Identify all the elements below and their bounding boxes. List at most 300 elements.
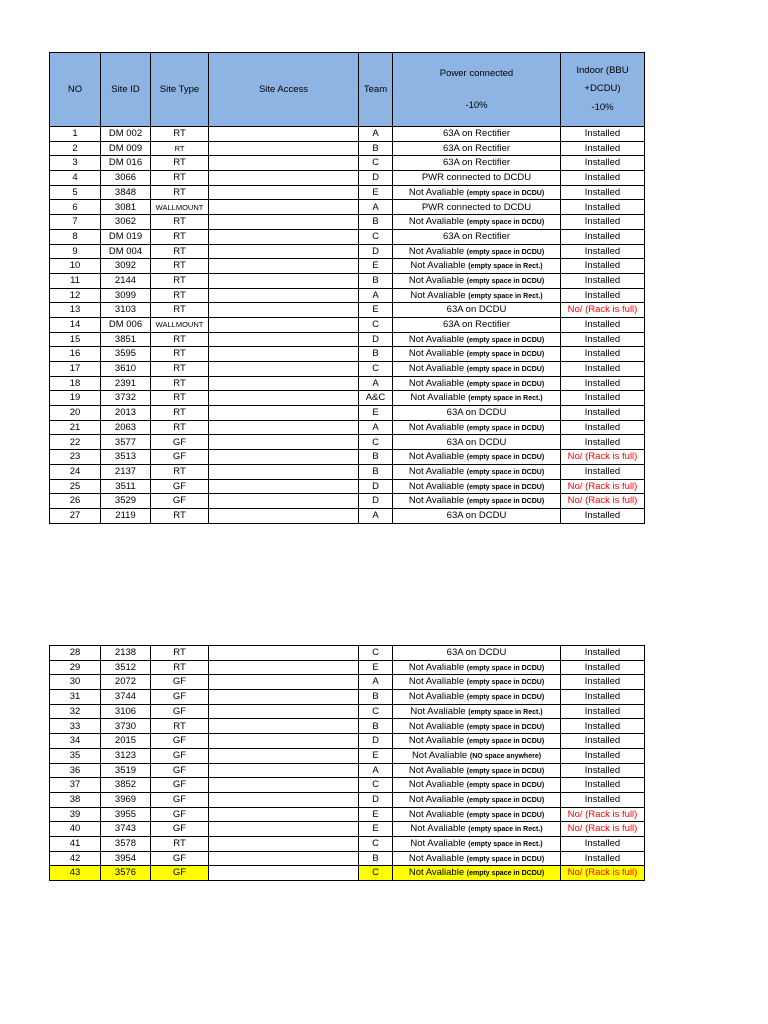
power-status: 63A on Rectifier [442,157,511,169]
table-row [50,690,645,705]
cell-no: 38 [50,792,101,807]
cell-site-type: RT [151,171,209,186]
power-status: 63A on DCDU [446,509,507,521]
cell-team: D [359,479,393,494]
cell-team: D [359,494,393,509]
header-site-type: Site Type [151,53,209,127]
power-note: (empty space in DCDU) [466,483,545,491]
cell-site-access [209,675,359,690]
table-row [50,200,645,215]
cell-indoor: Installed [561,690,645,705]
table-row [50,822,645,837]
cell-site-id: DM 004 [101,244,151,259]
cell-no: 31 [50,690,101,705]
cell-team: D [359,332,393,347]
cell-site-id: 3577 [101,435,151,450]
power-status: Not Avaliable [408,274,467,286]
cell-site-id: 2137 [101,464,151,479]
cell-site-id: 3578 [101,836,151,851]
cell-power [393,406,561,421]
power-note: (empty space in DCDU) [466,219,545,227]
table-row [50,508,645,523]
power-status: Not Avaliable [408,348,467,360]
cell-indoor: Installed [561,288,645,303]
cell-site-id: 3519 [101,763,151,778]
cell-site-type: RT [151,303,209,318]
cell-site-access [209,748,359,763]
cell-no: 10 [50,259,101,274]
cell-indoor: Installed [561,464,645,479]
power-note: (empty space in DCDU) [466,468,545,476]
cell-site-id: 3511 [101,479,151,494]
power-status: Not Avaliable [410,260,469,272]
power-note: (empty space in DCDU) [466,855,545,863]
cell-no: 13 [50,303,101,318]
cell-site-type: WALLMOUNT [151,317,209,332]
cell-indoor: Installed [561,763,645,778]
cell-team: C [359,836,393,851]
cell-indoor: Installed [561,704,645,719]
cell-team: A [359,127,393,142]
cell-site-type: GF [151,479,209,494]
cell-site-type: RT [151,719,209,734]
cell-site-id: 2119 [101,508,151,523]
power-status: PWR connected to DCDU [421,172,532,184]
cell-team: C [359,229,393,244]
cell-no: 36 [50,763,101,778]
cell-site-type: RT [151,229,209,244]
power-status: Not Avaliable [408,495,467,507]
cell-site-id: 3123 [101,748,151,763]
cell-indoor: No/ (Rack is full) [561,822,645,837]
cell-site-type: GF [151,690,209,705]
power-status: Not Avaliable [408,808,467,820]
table-row [50,273,645,288]
table-row [50,127,645,142]
cell-site-type: GF [151,704,209,719]
cell-no: 32 [50,704,101,719]
power-status: Not Avaliable [408,216,467,228]
cell-team: B [359,273,393,288]
cell-indoor: Installed [561,273,645,288]
cell-site-access [209,347,359,362]
cell-no: 8 [50,229,101,244]
cell-site-id: 2391 [101,376,151,391]
cell-indoor: Installed [561,200,645,215]
cell-no: 21 [50,420,101,435]
cell-no: 41 [50,836,101,851]
table-row [50,660,645,675]
header-site-id: Site ID [101,53,151,127]
cell-team: D [359,244,393,259]
cell-site-id: 3066 [101,171,151,186]
cell-team: B [359,347,393,362]
table-row [50,185,645,200]
cell-site-access [209,141,359,156]
cell-no: 1 [50,127,101,142]
power-status: Not Avaliable [408,363,467,375]
cell-no: 43 [50,866,101,881]
cell-power [393,464,561,479]
cell-site-access [209,332,359,347]
cell-site-access [209,464,359,479]
cell-site-type: GF [151,807,209,822]
cell-site-type: RT [151,141,209,156]
site-table-top [49,52,645,524]
cell-site-id: 3851 [101,332,151,347]
table-row [50,332,645,347]
cell-site-id: DM 002 [101,127,151,142]
cell-site-access [209,406,359,421]
header-power-label: Power connected [439,68,514,79]
cell-site-access [209,200,359,215]
cell-site-id: 3743 [101,822,151,837]
power-note: (empty space in DCDU) [466,351,545,359]
cell-indoor: Installed [561,734,645,749]
cell-site-access [209,704,359,719]
cell-site-access [209,763,359,778]
table-row [50,406,645,421]
cell-site-type: RT [151,836,209,851]
cell-team: A [359,376,393,391]
cell-team: B [359,141,393,156]
power-note: (empty space in Rect.) [468,263,543,271]
cell-indoor: Installed [561,347,645,362]
cell-site-access [209,660,359,675]
cell-indoor: No/ (Rack is full) [561,494,645,509]
cell-site-id: 3744 [101,690,151,705]
cell-power [393,822,561,837]
cell-power [393,229,561,244]
table-row [50,494,645,509]
cell-team: B [359,464,393,479]
cell-no: 19 [50,391,101,406]
cell-team: E [359,406,393,421]
cell-no: 7 [50,215,101,230]
cell-power [393,836,561,851]
cell-team: C [359,362,393,377]
power-status: Not Avaliable [410,392,469,404]
cell-no: 17 [50,362,101,377]
cell-indoor: Installed [561,141,645,156]
power-note: (empty space in DCDU) [466,277,545,285]
cell-site-type: RT [151,347,209,362]
cell-site-id: 3954 [101,851,151,866]
cell-site-type: RT [151,288,209,303]
cell-team: D [359,792,393,807]
cell-site-access [209,244,359,259]
cell-power [393,185,561,200]
cell-site-type: RT [151,362,209,377]
table-row [50,836,645,851]
cell-power [393,494,561,509]
power-status: Not Avaliable [410,289,469,301]
table-row [50,734,645,749]
cell-no: 6 [50,200,101,215]
table-row [50,778,645,793]
cell-indoor: Installed [561,851,645,866]
cell-site-access [209,836,359,851]
power-status: Not Avaliable [408,661,467,673]
cell-indoor: Installed [561,317,645,332]
cell-no: 42 [50,851,101,866]
power-note: (empty space in DCDU) [466,454,545,462]
cell-power [393,450,561,465]
cell-site-type: WALLMOUNT [151,200,209,215]
cell-team: C [359,156,393,171]
cell-site-id: 3595 [101,347,151,362]
power-note: (empty space in DCDU) [466,811,545,819]
cell-indoor: Installed [561,171,645,186]
cell-site-id: DM 019 [101,229,151,244]
cell-power [393,244,561,259]
table-row [50,376,645,391]
power-status: Not Avaliable [408,676,467,688]
cell-site-type: GF [151,748,209,763]
table-row [50,303,645,318]
cell-site-id: DM 016 [101,156,151,171]
table-row [50,229,645,244]
header-indoor-label: Indoor (BBU +DCDU) [576,65,629,95]
power-note: (empty space in DCDU) [466,366,545,374]
power-status: PWR connected to DCDU [421,201,532,213]
cell-indoor: No/ (Rack is full) [561,866,645,881]
cell-indoor: Installed [561,229,645,244]
cell-power [393,391,561,406]
cell-power [393,332,561,347]
cell-power [393,288,561,303]
cell-power [393,851,561,866]
cell-indoor: Installed [561,778,645,793]
table-row [50,141,645,156]
cell-site-type: GF [151,734,209,749]
cell-indoor: Installed [561,185,645,200]
cell-team: E [359,660,393,675]
table-row [50,807,645,822]
power-status: Not Avaliable [408,465,467,477]
power-status: 63A on Rectifier [442,142,511,154]
cell-site-type: RT [151,420,209,435]
cell-team: E [359,303,393,318]
cell-team: C [359,646,393,661]
cell-no: 5 [50,185,101,200]
cell-site-type: RT [151,464,209,479]
cell-no: 27 [50,508,101,523]
table-body-bottom [50,646,645,881]
cell-site-id: 3848 [101,185,151,200]
site-table-bottom [49,645,645,881]
cell-site-id: 3512 [101,660,151,675]
cell-no: 12 [50,288,101,303]
cell-team: D [359,171,393,186]
cell-power [393,171,561,186]
cell-indoor: Installed [561,660,645,675]
cell-power [393,259,561,274]
cell-site-id: 2063 [101,420,151,435]
cell-power [393,141,561,156]
power-note: (empty space in DCDU) [466,498,545,506]
cell-power [393,127,561,142]
cell-team: B [359,851,393,866]
cell-site-type: GF [151,450,209,465]
cell-no: 30 [50,675,101,690]
cell-site-id: 3730 [101,719,151,734]
cell-site-type: RT [151,244,209,259]
cell-site-access [209,435,359,450]
cell-no: 23 [50,450,101,465]
cell-power [393,792,561,807]
cell-team: E [359,807,393,822]
cell-no: 2 [50,141,101,156]
cell-site-type: GF [151,778,209,793]
cell-site-id: 3081 [101,200,151,215]
cell-team: D [359,734,393,749]
header-indoor-sub: -10% [591,101,614,113]
cell-site-access [209,792,359,807]
cell-site-access [209,362,359,377]
cell-site-id: DM 006 [101,317,151,332]
cell-site-access [209,156,359,171]
cell-site-access [209,317,359,332]
power-status: 63A on Rectifier [442,128,511,140]
cell-site-access [209,778,359,793]
cell-team: A&C [359,391,393,406]
cell-site-type: RT [151,127,209,142]
cell-power [393,675,561,690]
power-status: Not Avaliable [410,823,469,835]
power-status: Not Avaliable [410,838,469,850]
cell-site-type: RT [151,660,209,675]
cell-site-type: GF [151,763,209,778]
cell-site-type: GF [151,494,209,509]
cell-site-id: 3610 [101,362,151,377]
power-note: (empty space in Rect.) [468,292,543,300]
table-row [50,171,645,186]
cell-site-access [209,171,359,186]
cell-site-id: 3062 [101,215,151,230]
cell-site-id: 3732 [101,391,151,406]
power-status: Not Avaliable [408,720,467,732]
power-note: (empty space in DCDU) [466,723,545,731]
cell-site-access [209,303,359,318]
cell-site-id: 2144 [101,273,151,288]
cell-indoor: Installed [561,508,645,523]
power-note: (empty space in DCDU) [466,738,545,746]
cell-power [393,420,561,435]
cell-power [393,215,561,230]
power-note: (empty space in DCDU) [466,870,545,878]
power-status: Not Avaliable [408,867,467,879]
cell-site-access [209,719,359,734]
power-status: Not Avaliable [410,705,469,717]
cell-site-access [209,494,359,509]
cell-site-id: 3092 [101,259,151,274]
cell-no: 11 [50,273,101,288]
power-status: Not Avaliable [408,480,467,492]
table-row [50,435,645,450]
cell-power [393,660,561,675]
header-power [393,53,561,127]
cell-indoor: Installed [561,376,645,391]
cell-site-access [209,391,359,406]
cell-site-type: RT [151,332,209,347]
cell-site-access [209,508,359,523]
power-status: 63A on DCDU [446,436,507,448]
table-row [50,748,645,763]
cell-no: 37 [50,778,101,793]
table-row [50,479,645,494]
cell-indoor: Installed [561,332,645,347]
cell-team: E [359,822,393,837]
cell-power [393,317,561,332]
cell-site-id: DM 009 [101,141,151,156]
cell-indoor: Installed [561,362,645,377]
cell-site-id: 3099 [101,288,151,303]
cell-site-type: RT [151,508,209,523]
cell-site-type: GF [151,675,209,690]
header-site-access: Site Access [209,53,359,127]
power-note: (empty space in Rect.) [468,841,543,849]
power-status: Not Avaliable [408,852,467,864]
cell-no: 15 [50,332,101,347]
cell-no: 18 [50,376,101,391]
table-row [50,719,645,734]
cell-team: C [359,435,393,450]
header-power-sub: -10% [465,99,488,111]
cell-indoor: Installed [561,748,645,763]
cell-indoor: Installed [561,646,645,661]
table-row [50,763,645,778]
table-row [50,244,645,259]
cell-indoor: Installed [561,792,645,807]
cell-site-id: 3576 [101,866,151,881]
power-note: (empty space in DCDU) [466,796,545,804]
cell-site-id: 3103 [101,303,151,318]
power-status: 63A on DCDU [446,647,507,659]
power-note: (NO space anywhere) [469,752,542,760]
power-status: Not Avaliable [408,186,467,198]
cell-site-access [209,646,359,661]
cell-site-type: GF [151,822,209,837]
cell-indoor: Installed [561,406,645,421]
header-team: Team [359,53,393,127]
cell-no: 39 [50,807,101,822]
cell-no: 28 [50,646,101,661]
cell-site-access [209,185,359,200]
cell-team: C [359,704,393,719]
cell-no: 24 [50,464,101,479]
cell-team: A [359,763,393,778]
cell-site-id: 2138 [101,646,151,661]
cell-power [393,200,561,215]
cell-indoor: Installed [561,127,645,142]
cell-team: E [359,259,393,274]
cell-indoor: No/ (Rack is full) [561,450,645,465]
table-row [50,156,645,171]
cell-team: C [359,866,393,881]
cell-no: 26 [50,494,101,509]
cell-indoor: Installed [561,215,645,230]
cell-no: 34 [50,734,101,749]
power-status: Not Avaliable [408,245,467,257]
cell-site-access [209,822,359,837]
cell-site-id: 3955 [101,807,151,822]
power-note: (empty space in Rect.) [468,708,543,716]
cell-site-access [209,807,359,822]
power-note: (empty space in DCDU) [466,248,545,256]
cell-power [393,303,561,318]
cell-no: 35 [50,748,101,763]
